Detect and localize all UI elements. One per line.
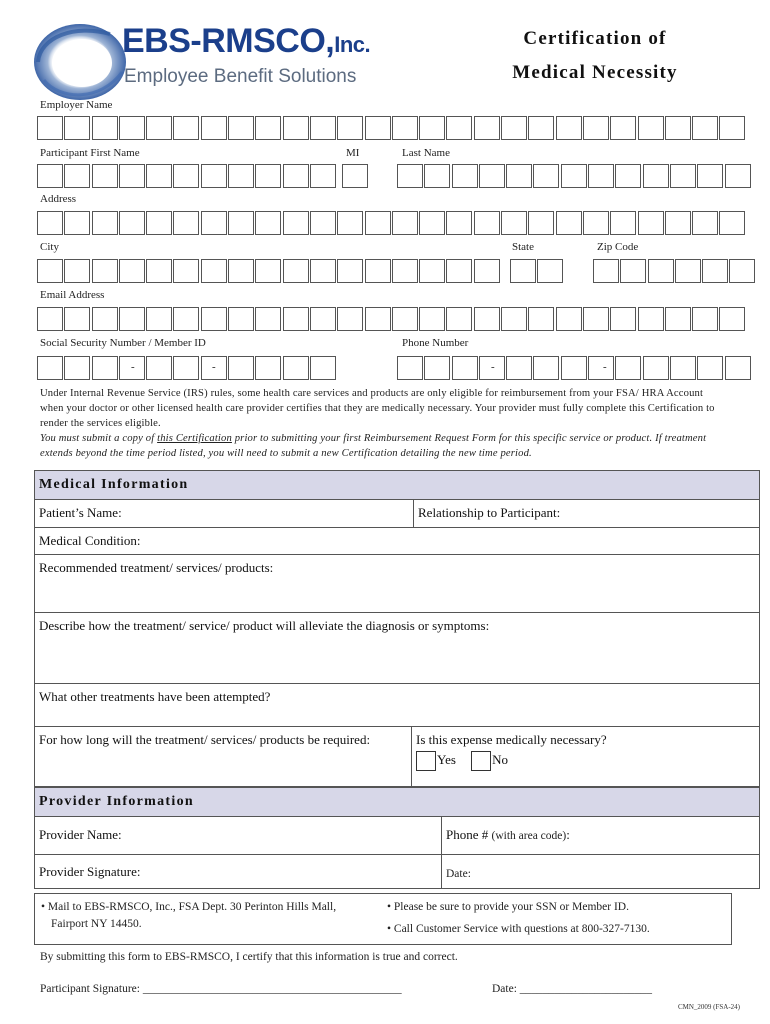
char-box[interactable]: [92, 164, 118, 188]
char-box[interactable]: [119, 164, 145, 188]
char-box[interactable]: [452, 164, 478, 188]
employer-name-boxes[interactable]: [37, 116, 747, 140]
char-box[interactable]: [92, 116, 118, 140]
relationship-label: Relationship to Participant:: [418, 505, 561, 520]
char-box[interactable]: [638, 211, 664, 235]
char-box[interactable]: [424, 164, 450, 188]
logo-swirl-icon: [30, 22, 130, 102]
char-box[interactable]: [337, 259, 363, 283]
ssn-boxes[interactable]: [37, 356, 337, 380]
char-box[interactable]: [365, 116, 391, 140]
char-box[interactable]: [452, 356, 478, 380]
char-box[interactable]: [506, 164, 532, 188]
char-box[interactable]: [719, 307, 745, 331]
bullet-icon: •: [387, 901, 394, 913]
mail-instruction: [41, 899, 381, 933]
char-box[interactable]: [64, 259, 90, 283]
char-box[interactable]: [146, 164, 172, 188]
bullet-icon: •: [41, 901, 48, 913]
char-box[interactable]: [419, 307, 445, 331]
char-box[interactable]: [37, 116, 63, 140]
char-box[interactable]: [670, 164, 696, 188]
address-boxes[interactable]: [37, 211, 747, 235]
char-box[interactable]: [397, 164, 423, 188]
char-box[interactable]: [392, 259, 418, 283]
provider-phone-note: (with area code): [491, 830, 567, 842]
char-box[interactable]: [255, 307, 281, 331]
char-box[interactable]: [173, 116, 199, 140]
char-box[interactable]: [37, 211, 63, 235]
char-box[interactable]: [528, 307, 554, 331]
char-box[interactable]: [37, 356, 63, 380]
phone-label: Phone Number: [402, 337, 469, 349]
alleviate-label: Describe how the treatment/ service/ product will alleviate the diagnosis or symptoms:: [39, 618, 490, 633]
char-box[interactable]: [665, 116, 691, 140]
char-box[interactable]: [173, 259, 199, 283]
char-box[interactable]: [583, 307, 609, 331]
char-box[interactable]: [446, 211, 472, 235]
char-box[interactable]: [588, 164, 614, 188]
char-box[interactable]: [528, 116, 554, 140]
first-name-label: Participant First Name: [40, 147, 140, 159]
char-box[interactable]: [173, 356, 199, 380]
medical-information-heading: Medical Information: [35, 471, 759, 500]
char-box[interactable]: [310, 307, 336, 331]
char-box[interactable]: [556, 116, 582, 140]
provider-signature-label: Provider Signature:: [39, 864, 141, 879]
certification-link[interactable]: this Certification: [157, 433, 232, 444]
char-box[interactable]: [419, 259, 445, 283]
char-box[interactable]: [474, 259, 500, 283]
char-box[interactable]: [201, 116, 227, 140]
phone-dash-2: -: [603, 361, 607, 373]
char-box[interactable]: [255, 356, 281, 380]
patient-row: [35, 500, 759, 528]
char-box[interactable]: [719, 116, 745, 140]
provider-information-heading: Provider Information: [35, 788, 759, 817]
phone-boxes[interactable]: [397, 356, 752, 380]
state-boxes[interactable]: [510, 259, 565, 283]
char-box[interactable]: [419, 211, 445, 235]
char-box[interactable]: [702, 259, 728, 283]
yes-label: Yes: [437, 751, 456, 767]
char-box[interactable]: [670, 356, 696, 380]
provider-phone-field[interactable]: [441, 817, 759, 854]
char-box[interactable]: [92, 259, 118, 283]
no-label: No: [492, 751, 509, 767]
necessary-label: Is this expense medically necessary?: [416, 732, 607, 747]
instructions-box: [34, 893, 732, 945]
char-box[interactable]: [64, 307, 90, 331]
char-box[interactable]: [255, 259, 281, 283]
duration-field[interactable]: [35, 727, 411, 787]
provider-name-field[interactable]: [35, 817, 441, 854]
char-box[interactable]: [64, 211, 90, 235]
char-box[interactable]: [424, 356, 450, 380]
city-label: City: [40, 241, 59, 253]
char-box[interactable]: [648, 259, 674, 283]
char-box[interactable]: [228, 211, 254, 235]
provider-phone-colon: :: [566, 827, 570, 842]
certify-statement: By submitting this form to EBS-RMSCO, I certify that this information is true and correct.: [40, 951, 458, 963]
char-box[interactable]: [561, 356, 587, 380]
mi-label: MI: [346, 147, 360, 159]
char-box[interactable]: [119, 211, 145, 235]
ssn-dash-2: -: [212, 361, 216, 373]
condition-label: Medical Condition:: [39, 533, 141, 548]
duration-label: For how long will the treatment/ services/ products be required:: [39, 732, 371, 747]
char-box[interactable]: [119, 116, 145, 140]
char-box[interactable]: [337, 307, 363, 331]
condition-row[interactable]: [35, 528, 759, 555]
char-box[interactable]: [310, 116, 336, 140]
char-box[interactable]: [283, 259, 309, 283]
char-box[interactable]: [342, 164, 368, 188]
treatment-label: Recommended treatment/ services/ products:: [39, 560, 274, 575]
char-box[interactable]: [283, 116, 309, 140]
char-box[interactable]: [610, 307, 636, 331]
char-box[interactable]: [92, 307, 118, 331]
char-box[interactable]: [665, 211, 691, 235]
char-box[interactable]: [255, 211, 281, 235]
char-box[interactable]: [474, 116, 500, 140]
provider-signature-field[interactable]: [35, 855, 441, 889]
medical-information-section: [34, 470, 760, 787]
last-name-label: Last Name: [402, 147, 450, 159]
char-box[interactable]: [92, 211, 118, 235]
provider-information-section: [34, 787, 760, 889]
char-box[interactable]: [283, 307, 309, 331]
char-box[interactable]: [228, 116, 254, 140]
char-box[interactable]: [675, 259, 701, 283]
ssn-instruction: [387, 899, 629, 916]
address-label: Address: [40, 193, 77, 205]
char-box[interactable]: [533, 164, 559, 188]
form-code: CMN_2009 (FSA-24): [677, 1003, 740, 1011]
participant-date-line[interactable]: Date: _______________________: [492, 983, 653, 995]
char-box[interactable]: [228, 307, 254, 331]
first-name-boxes[interactable]: [37, 164, 337, 188]
char-box[interactable]: [615, 164, 641, 188]
char-box[interactable]: [310, 164, 336, 188]
other-treatments-label: What other treatments have been attempted?: [39, 689, 271, 704]
char-box[interactable]: [392, 211, 418, 235]
char-box[interactable]: [583, 116, 609, 140]
char-box[interactable]: [501, 211, 527, 235]
char-box[interactable]: [583, 211, 609, 235]
char-box[interactable]: [146, 116, 172, 140]
ssn-label: Social Security Number / Member ID: [40, 337, 206, 349]
form-title-line2: Medical Necessity: [512, 62, 678, 83]
char-box[interactable]: [228, 356, 254, 380]
submission-notice: [40, 431, 728, 461]
char-box[interactable]: [228, 259, 254, 283]
necessary-field: [411, 727, 759, 787]
char-box[interactable]: [255, 164, 281, 188]
char-box[interactable]: [692, 211, 718, 235]
char-box[interactable]: [119, 259, 145, 283]
char-box[interactable]: [474, 307, 500, 331]
duration-row: [35, 727, 759, 787]
provider-phone-label: Phone #: [446, 827, 489, 842]
state-label: State: [512, 241, 534, 253]
city-boxes[interactable]: [37, 259, 501, 283]
char-box[interactable]: [283, 164, 309, 188]
company-suffix: Inc.: [334, 32, 371, 57]
char-box[interactable]: [92, 356, 118, 380]
alleviate-row[interactable]: [35, 613, 759, 684]
char-box[interactable]: [392, 116, 418, 140]
char-box[interactable]: [593, 259, 619, 283]
char-box[interactable]: [64, 164, 90, 188]
patient-name-field[interactable]: [35, 500, 413, 527]
char-box[interactable]: [510, 259, 536, 283]
char-box[interactable]: [146, 356, 172, 380]
char-box[interactable]: [501, 116, 527, 140]
char-box[interactable]: [201, 164, 227, 188]
participant-signature-line[interactable]: Participant Signature: _____________________________________________: [40, 983, 402, 995]
char-box[interactable]: [310, 211, 336, 235]
treatment-row[interactable]: [35, 555, 759, 613]
char-box[interactable]: [37, 307, 63, 331]
char-box[interactable]: [446, 307, 472, 331]
char-box[interactable]: [173, 211, 199, 235]
char-box[interactable]: [397, 356, 423, 380]
last-name-boxes[interactable]: [397, 164, 752, 188]
char-box[interactable]: [479, 164, 505, 188]
yes-checkbox[interactable]: [416, 751, 436, 771]
no-checkbox[interactable]: [471, 751, 491, 771]
char-box[interactable]: [365, 211, 391, 235]
char-box[interactable]: [37, 259, 63, 283]
char-box[interactable]: [283, 356, 309, 380]
submission-notice-b: prior to submitting your first Reimbursement Request Form for this specific service or product. If treatment extends beyond the time period listed, you will need to submit a new Certification detailing the new time period.: [40, 433, 707, 459]
zip-boxes[interactable]: [593, 259, 757, 283]
char-box[interactable]: [228, 164, 254, 188]
other-treatments-row[interactable]: [35, 684, 759, 727]
char-box[interactable]: [474, 211, 500, 235]
patient-name-label: Patient’s Name:: [39, 505, 122, 520]
char-box[interactable]: [665, 307, 691, 331]
char-box[interactable]: [119, 307, 145, 331]
char-box[interactable]: [561, 164, 587, 188]
provider-signature-row: [35, 855, 759, 889]
char-box[interactable]: [310, 259, 336, 283]
mail-line1: Mail to EBS-RMSCO, Inc., FSA Dept. 30 Perinton Hills Mall,: [47, 901, 337, 913]
char-box[interactable]: [638, 116, 664, 140]
char-box[interactable]: [365, 259, 391, 283]
char-box[interactable]: [692, 307, 718, 331]
bullet-icon: •: [387, 923, 394, 935]
char-box[interactable]: [255, 116, 281, 140]
char-box[interactable]: [528, 211, 554, 235]
employer-name-label: Employer Name: [40, 99, 113, 111]
char-box[interactable]: [697, 356, 723, 380]
relationship-field[interactable]: [413, 500, 759, 527]
ssn-dash-1: -: [131, 361, 135, 373]
char-box[interactable]: [615, 356, 641, 380]
char-box[interactable]: [643, 164, 669, 188]
char-box[interactable]: [173, 307, 199, 331]
char-box[interactable]: [392, 307, 418, 331]
char-box[interactable]: [446, 259, 472, 283]
char-box[interactable]: [725, 356, 751, 380]
char-box[interactable]: [537, 259, 563, 283]
char-box[interactable]: [201, 307, 227, 331]
char-box[interactable]: [146, 211, 172, 235]
irs-notice-text: Under Internal Revenue Service (IRS) rules, some health care services and products are only eligible for reimbursement from your FSA/ HRA Account when your doctor or other licensed health care provider certifies that they are medically necessary. Your provider must fully complete this Certification to render the services eligible.: [40, 388, 715, 429]
char-box[interactable]: [201, 259, 227, 283]
char-box[interactable]: [533, 356, 559, 380]
char-box[interactable]: [697, 164, 723, 188]
provider-name-row: [35, 817, 759, 855]
char-box[interactable]: [201, 211, 227, 235]
char-box[interactable]: [610, 116, 636, 140]
char-box[interactable]: [337, 116, 363, 140]
char-box[interactable]: [64, 116, 90, 140]
ssn-note: Please be sure to provide your SSN or Member ID.: [393, 901, 629, 913]
char-box[interactable]: [365, 307, 391, 331]
char-box[interactable]: [173, 164, 199, 188]
char-box[interactable]: [64, 356, 90, 380]
form-title-line1: Certification of: [523, 28, 667, 49]
char-box[interactable]: [620, 259, 646, 283]
company-logo: [30, 22, 400, 102]
char-box[interactable]: [692, 116, 718, 140]
irs-notice: [40, 386, 728, 461]
call-instruction: [387, 921, 650, 938]
char-box[interactable]: [283, 211, 309, 235]
char-box[interactable]: [729, 259, 755, 283]
char-box[interactable]: [556, 211, 582, 235]
provider-date-label: Date:: [446, 868, 471, 880]
char-box[interactable]: [725, 164, 751, 188]
char-box[interactable]: [337, 211, 363, 235]
char-box[interactable]: [588, 356, 614, 380]
char-box[interactable]: [610, 211, 636, 235]
char-box[interactable]: [501, 307, 527, 331]
char-box[interactable]: [506, 356, 532, 380]
email-label: Email Address: [40, 289, 105, 301]
char-box[interactable]: [719, 211, 745, 235]
call-note: Call Customer Service with questions at 800-327-7130.: [393, 923, 650, 935]
company-tagline: Employee Benefit Solutions: [124, 66, 357, 87]
char-box[interactable]: [37, 164, 63, 188]
char-box[interactable]: [146, 307, 172, 331]
provider-date-field[interactable]: [441, 855, 759, 889]
char-box[interactable]: [419, 116, 445, 140]
char-box[interactable]: [146, 259, 172, 283]
char-box[interactable]: [310, 356, 336, 380]
char-box[interactable]: [643, 356, 669, 380]
email-boxes[interactable]: [37, 307, 747, 331]
company-name: EBS-RMSCO,: [122, 22, 335, 60]
submission-notice-a: You must submit a copy of: [40, 433, 158, 444]
char-box[interactable]: [638, 307, 664, 331]
mi-box[interactable]: [342, 164, 369, 188]
provider-name-label: Provider Name:: [39, 827, 122, 842]
mail-line2: Fairport NY 14450.: [51, 918, 142, 930]
zip-label: Zip Code: [597, 241, 639, 253]
char-box[interactable]: [446, 116, 472, 140]
phone-dash-1: -: [491, 361, 495, 373]
char-box[interactable]: [556, 307, 582, 331]
